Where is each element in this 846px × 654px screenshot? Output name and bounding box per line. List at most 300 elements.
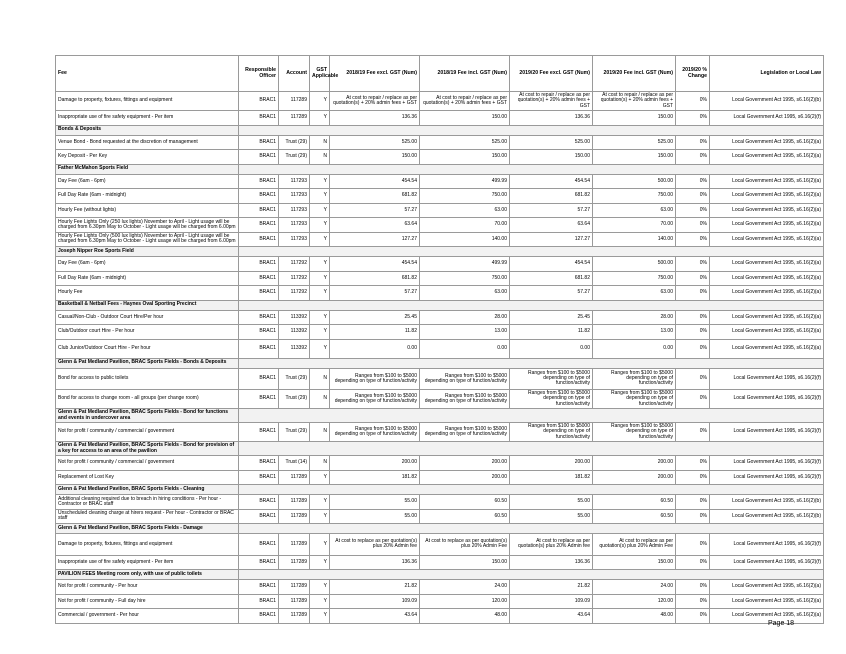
account: 113392 (279, 310, 310, 325)
table-row (56, 92, 824, 111)
fee-1920-excl: 454.54 (510, 174, 593, 189)
fee-1920-excl: 55.00 (510, 509, 593, 524)
fee-1920-excl: Ranges from $100 to $5000 depending on type of function/activity (510, 390, 593, 409)
account: 117289 (279, 92, 310, 111)
section-header-row (56, 570, 824, 580)
fee-1819-incl: 13.00 (420, 325, 510, 340)
fee-1819-incl: Ranges from $100 to $5000 depending on type of function/activity (420, 423, 510, 442)
section-spacer (239, 164, 824, 174)
fee-1819-incl: Ranges from $100 to $5000 depending on type of function/activity (420, 368, 510, 390)
fee-1819-excl: 43.64 (330, 609, 420, 624)
fee-1920-incl: 500.00 (593, 257, 676, 272)
responsible-officer: BRAC1 (239, 111, 279, 126)
percent-change: 0% (676, 470, 710, 485)
legislation: Local Government Act 1995, s6.16(2)(a) (710, 339, 824, 358)
fee-1819-excl: 11.82 (330, 325, 420, 340)
percent-change: 0% (676, 580, 710, 595)
table-row (56, 368, 824, 390)
legislation: Local Government Act 1995, s6.16(2)(a) (710, 271, 824, 286)
fee-1819-incl: At cost to replace as per quotation(s) plus 20% Admin Fee (420, 534, 510, 556)
percent-change: 0% (676, 325, 710, 340)
fee-1819-excl: Ranges from $100 to $5000 depending on type of function/activity (330, 423, 420, 442)
fee-1920-excl: 0.00 (510, 339, 593, 358)
table-row (56, 339, 824, 358)
percent-change: 0% (676, 111, 710, 126)
section-title: Father McMahon Sports Field (56, 164, 239, 174)
fee-1920-excl: 21.82 (510, 580, 593, 595)
responsible-officer: BRAC1 (239, 368, 279, 390)
fee-name: Venue Bond - Bond requested at the discretion of management (56, 135, 239, 150)
section-spacer (239, 300, 824, 310)
fee-1819-excl: 681.82 (330, 271, 420, 286)
gst-applicable: Y (310, 286, 330, 301)
section-spacer (239, 485, 824, 495)
responsible-officer: BRAC1 (239, 203, 279, 218)
fee-name: Unscheduled cleaning charge at hirers request - Per hour - Contractor or BRAC staff (56, 509, 239, 524)
fee-1920-incl: 60.50 (593, 509, 676, 524)
fee-1920-excl: 57.27 (510, 286, 593, 301)
fee-1920-incl: 0.00 (593, 339, 676, 358)
table-row (56, 310, 824, 325)
table-row (56, 325, 824, 340)
gst-applicable: N (310, 456, 330, 471)
fee-1819-excl: Ranges from $100 to $5000 depending on type of function/activity (330, 390, 420, 409)
fee-1819-incl: 150.00 (420, 150, 510, 165)
fee-1819-incl: At cost to repair / replace as per quotation(s) + 20% admin fees + GST (420, 92, 510, 111)
fee-1920-incl: 70.00 (593, 218, 676, 233)
fee-name: Commercial / government - Per hour (56, 609, 239, 624)
fee-1819-excl: 525.00 (330, 135, 420, 150)
fees-table (55, 55, 824, 624)
percent-change: 0% (676, 390, 710, 409)
legislation: Local Government Act 1995, s6.16(2)(b) (710, 92, 824, 111)
account: 117289 (279, 609, 310, 624)
account: Trust (29) (279, 135, 310, 150)
fee-name: Not for profit / community / commercial / government (56, 456, 239, 471)
table-row (56, 580, 824, 595)
account: 117289 (279, 470, 310, 485)
percent-change: 0% (676, 495, 710, 510)
header-gst: GST Applicable (310, 56, 330, 92)
fee-1920-incl: 63.00 (593, 203, 676, 218)
header-legislation: Legislation or Local Law (710, 56, 824, 92)
table-row (56, 232, 824, 247)
fee-1819-incl: 750.00 (420, 189, 510, 204)
account: 117289 (279, 594, 310, 609)
account: 117289 (279, 534, 310, 556)
fee-1819-excl: 0.00 (330, 339, 420, 358)
responsible-officer: BRAC1 (239, 609, 279, 624)
gst-applicable: Y (310, 594, 330, 609)
account: 117289 (279, 495, 310, 510)
legislation: Local Government Act 1995, s6.16(2)(f) (710, 423, 824, 442)
responsible-officer: BRAC1 (239, 456, 279, 471)
table-row (56, 390, 824, 409)
responsible-officer: BRAC1 (239, 594, 279, 609)
fee-1819-excl: 127.27 (330, 232, 420, 247)
fee-1920-excl: At cost to replace as per quotation(s) plus 20% Admin fee (510, 534, 593, 556)
header-1819-excl: 2018/19 Fee excl. GST (Num) (330, 56, 420, 92)
fee-name: Full Day Rate (6am - midnight) (56, 189, 239, 204)
section-header-row (56, 164, 824, 174)
fee-name: Not for profit / community / commercial / government (56, 423, 239, 442)
fee-1920-excl: At cost to repair / replace as per quotation(s) + 20% admin fees + GST (510, 92, 593, 111)
fee-1920-incl: Ranges from $100 to $5000 depending on type of function/activity (593, 368, 676, 390)
header-account: Account (279, 56, 310, 92)
fee-name: Hourly Fee (without lights) (56, 203, 239, 218)
percent-change: 0% (676, 286, 710, 301)
fee-1920-excl: 150.00 (510, 150, 593, 165)
responsible-officer: BRAC1 (239, 257, 279, 272)
fee-1920-excl: 109.09 (510, 594, 593, 609)
gst-applicable: N (310, 368, 330, 390)
percent-change: 0% (676, 189, 710, 204)
responsible-officer: BRAC1 (239, 580, 279, 595)
gst-applicable: Y (310, 218, 330, 233)
fee-name: Inappropriate use of fire safety equipment - Per item (56, 555, 239, 570)
responsible-officer: BRAC1 (239, 174, 279, 189)
legislation: Local Government Act 1995, s6.16(2)(f) (710, 390, 824, 409)
percent-change: 0% (676, 594, 710, 609)
fee-1920-incl: Ranges from $100 to $5000 depending on type of function/activity (593, 390, 676, 409)
fee-1920-incl: 150.00 (593, 150, 676, 165)
responsible-officer: BRAC1 (239, 495, 279, 510)
fee-1920-excl: Ranges from $100 to $5000 depending on type of function/activity (510, 368, 593, 390)
fee-name: Full Day Rate (6am - midnight) (56, 271, 239, 286)
fee-1920-incl: 28.00 (593, 310, 676, 325)
fee-1920-excl: 63.64 (510, 218, 593, 233)
fee-1920-excl: Ranges from $100 to $5000 depending on type of function/activity (510, 423, 593, 442)
table-row (56, 111, 824, 126)
section-spacer (239, 409, 824, 423)
legislation: Local Government Act 1995, s6.16(2)(a) (710, 286, 824, 301)
fee-1819-incl: 63.00 (420, 286, 510, 301)
fee-1920-excl: 181.82 (510, 470, 593, 485)
section-title: Joseph Nipper Roe Sports Field (56, 247, 239, 257)
fee-1920-excl: 55.00 (510, 495, 593, 510)
responsible-officer: BRAC1 (239, 555, 279, 570)
table-row (56, 423, 824, 442)
percent-change: 0% (676, 609, 710, 624)
legislation: Local Government Act 1995, s6.16(2)(f) (710, 470, 824, 485)
gst-applicable: Y (310, 203, 330, 218)
section-header-row (56, 358, 824, 368)
legislation: Local Government Act 1995, s6.16(2)(a) (710, 218, 824, 233)
gst-applicable: Y (310, 271, 330, 286)
header-1819-incl: 2018/19 Fee incl. GST (Num) (420, 56, 510, 92)
fee-1920-incl: At cost to repair / replace as per quotation(s) + 20% admin fees + GST (593, 92, 676, 111)
table-row (56, 174, 824, 189)
fee-1920-excl: 454.54 (510, 257, 593, 272)
gst-applicable: N (310, 150, 330, 165)
section-header-row (56, 409, 824, 423)
fee-1819-incl: 0.00 (420, 339, 510, 358)
fee-name: Bond for access to public toilets (56, 368, 239, 390)
table-row (56, 534, 824, 556)
table-row (56, 218, 824, 233)
fee-1819-excl: 150.00 (330, 150, 420, 165)
account: Trust (14) (279, 456, 310, 471)
legislation: Local Government Act 1995, s6.16(2)(f) (710, 456, 824, 471)
fee-name: Bond for access to change room - all groups (per change room) (56, 390, 239, 409)
fee-1819-incl: 499.99 (420, 174, 510, 189)
fee-1920-excl: 43.64 (510, 609, 593, 624)
fee-1819-incl: 750.00 (420, 271, 510, 286)
table-row (56, 509, 824, 524)
legislation: Local Government Act 1995, s6.16(2)(f) (710, 111, 824, 126)
fee-1819-excl: 55.00 (330, 509, 420, 524)
account: 117292 (279, 286, 310, 301)
page-number: Page 18 (768, 620, 795, 627)
fee-1920-excl: 525.00 (510, 135, 593, 150)
gst-applicable: Y (310, 470, 330, 485)
gst-applicable: Y (310, 580, 330, 595)
responsible-officer: BRAC1 (239, 135, 279, 150)
account: Trust (29) (279, 150, 310, 165)
percent-change: 0% (676, 310, 710, 325)
table-row (56, 456, 824, 471)
fee-1920-excl: 127.27 (510, 232, 593, 247)
responsible-officer: BRAC1 (239, 470, 279, 485)
fee-1920-excl: 681.82 (510, 189, 593, 204)
section-title: Glenn & Pat Medland Pavilion, BRAC Sports Fields - Damage (56, 524, 239, 534)
account: Trust (29) (279, 368, 310, 390)
percent-change: 0% (676, 509, 710, 524)
legislation: Local Government Act 1995, s6.16(2)(a) (710, 594, 824, 609)
fee-name: Day Fee (6am - 6pm) (56, 257, 239, 272)
fee-1920-incl: 200.00 (593, 456, 676, 471)
fee-1819-excl: 57.27 (330, 203, 420, 218)
fee-1819-excl: 181.82 (330, 470, 420, 485)
fee-1920-incl: 150.00 (593, 111, 676, 126)
table-row (56, 609, 824, 624)
fee-1920-incl: 13.00 (593, 325, 676, 340)
percent-change: 0% (676, 339, 710, 358)
fee-name: Inappropriate use of fire safety equipment - Per item (56, 111, 239, 126)
section-title: Bonds & Deposits (56, 125, 239, 135)
table-row (56, 555, 824, 570)
fee-1920-excl: 25.45 (510, 310, 593, 325)
percent-change: 0% (676, 534, 710, 556)
responsible-officer: BRAC1 (239, 286, 279, 301)
account: 117289 (279, 509, 310, 524)
fee-name: Additional cleaning required due to breach in hiring conditions - Per hour - Contractor or BRAC staff (56, 495, 239, 510)
section-title: Glenn & Pat Medland Pavilion, BRAC Sports Fields - Bond for functions and events in undercover area (56, 409, 239, 423)
gst-applicable: Y (310, 339, 330, 358)
responsible-officer: BRAC1 (239, 92, 279, 111)
fee-1920-incl: At cost to replace as per quotation(s) plus 20% Admin Fee (593, 534, 676, 556)
gst-applicable: N (310, 135, 330, 150)
fee-1920-incl: 63.00 (593, 286, 676, 301)
percent-change: 0% (676, 555, 710, 570)
fee-1819-excl: Ranges from $100 to $5000 depending on type of function/activity (330, 368, 420, 390)
fee-1819-excl: 136.36 (330, 555, 420, 570)
responsible-officer: BRAC1 (239, 509, 279, 524)
percent-change: 0% (676, 150, 710, 165)
fee-1819-excl: 21.82 (330, 580, 420, 595)
responsible-officer: BRAC1 (239, 150, 279, 165)
gst-applicable: Y (310, 92, 330, 111)
fee-name: Replacement of Lost Key (56, 470, 239, 485)
fee-1819-excl: 454.54 (330, 174, 420, 189)
legislation: Local Government Act 1995, s6.16(2)(f) (710, 534, 824, 556)
fee-1819-incl: 200.00 (420, 456, 510, 471)
legislation: Local Government Act 1995, s6.16(2)(b) (710, 495, 824, 510)
fee-1819-excl: 55.00 (330, 495, 420, 510)
fee-1819-incl: 499.99 (420, 257, 510, 272)
legislation: Local Government Act 1995, s6.16(2)(f) (710, 368, 824, 390)
responsible-officer: BRAC1 (239, 232, 279, 247)
section-spacer (239, 570, 824, 580)
responsible-officer: BRAC1 (239, 310, 279, 325)
gst-applicable: N (310, 423, 330, 442)
fee-1819-excl: 136.36 (330, 111, 420, 126)
fee-1819-incl: 70.00 (420, 218, 510, 233)
legislation: Local Government Act 1995, s6.16(2)(a) (710, 580, 824, 595)
legislation: Local Government Act 1995, s6.16(2)(a) (710, 150, 824, 165)
fee-name: Casual/Non-Club - Outdoor Court Hire/Per hour (56, 310, 239, 325)
table-row (56, 271, 824, 286)
percent-change: 0% (676, 257, 710, 272)
fee-name: Key Deposit - Per Key (56, 150, 239, 165)
fee-1819-incl: 150.00 (420, 111, 510, 126)
table-row (56, 203, 824, 218)
fee-1819-incl: 525.00 (420, 135, 510, 150)
fee-1819-excl: 25.45 (330, 310, 420, 325)
legislation: Local Government Act 1995, s6.16(2)(a) (710, 257, 824, 272)
fee-1920-excl: 200.00 (510, 456, 593, 471)
responsible-officer: BRAC1 (239, 534, 279, 556)
fee-1920-incl: 150.00 (593, 555, 676, 570)
account: Trust (29) (279, 423, 310, 442)
fee-name: Day Fee (6am - 6pm) (56, 174, 239, 189)
responsible-officer: BRAC1 (239, 390, 279, 409)
fee-1819-incl: 150.00 (420, 555, 510, 570)
header-row (56, 56, 824, 92)
gst-applicable: Y (310, 111, 330, 126)
fee-1920-incl: 48.00 (593, 609, 676, 624)
fee-1920-incl: 750.00 (593, 271, 676, 286)
section-spacer (239, 442, 824, 456)
fee-name: Damage to property, fixtures, fittings and equipment (56, 534, 239, 556)
fee-1819-excl: 200.00 (330, 456, 420, 471)
gst-applicable: Y (310, 310, 330, 325)
header-fee: Fee (56, 56, 239, 92)
gst-applicable: Y (310, 495, 330, 510)
section-spacer (239, 125, 824, 135)
fee-1920-incl: 500.00 (593, 174, 676, 189)
percent-change: 0% (676, 423, 710, 442)
section-header-row (56, 247, 824, 257)
fee-name: Hourly Fee Lights Only (250 lux lights) November to April - Light usage will be charged from 6.30pm May to October - Light usage will be charged from 6.00pm (56, 218, 239, 233)
legislation: Local Government Act 1995, s6.16(2)(a) (710, 189, 824, 204)
account: 117292 (279, 271, 310, 286)
percent-change: 0% (676, 456, 710, 471)
gst-applicable: Y (310, 257, 330, 272)
fee-1819-incl: 48.00 (420, 609, 510, 624)
section-title: Glenn & Pat Medland Pavilion, BRAC Sports Fields - Bond for provision of a key for access to an area of the pavilion (56, 442, 239, 456)
fee-1819-incl: 120.00 (420, 594, 510, 609)
percent-change: 0% (676, 92, 710, 111)
account: 117289 (279, 555, 310, 570)
legislation: Local Government Act 1995, s6.16(2)(f) (710, 555, 824, 570)
responsible-officer: BRAC1 (239, 325, 279, 340)
legislation: Local Government Act 1995, s6.16(2)(b) (710, 509, 824, 524)
fee-1819-incl: Ranges from $100 to $5000 depending on type of function/activity (420, 390, 510, 409)
table-row (56, 594, 824, 609)
percent-change: 0% (676, 174, 710, 189)
account: 117289 (279, 111, 310, 126)
fee-1819-incl: 60.50 (420, 509, 510, 524)
table-row (56, 150, 824, 165)
table-row (56, 189, 824, 204)
fee-1920-excl: 681.82 (510, 271, 593, 286)
account: 117293 (279, 232, 310, 247)
percent-change: 0% (676, 203, 710, 218)
fee-1819-incl: 24.00 (420, 580, 510, 595)
section-title: Glenn & Pat Medland Pavilion, BRAC Sports Fields - Bonds & Deposits (56, 358, 239, 368)
account: 117293 (279, 218, 310, 233)
legislation: Local Government Act 1995, s6.16(2)(a) (710, 135, 824, 150)
percent-change: 0% (676, 232, 710, 247)
gst-applicable: Y (310, 189, 330, 204)
fee-name: Club Junior/Outdoor Court Hire - Per hour (56, 339, 239, 358)
legislation: Local Government Act 1995, s6.16(2)(a) (710, 609, 824, 624)
section-title: Glenn & Pat Medland Pavilion, BRAC Sports Fields - Cleaning (56, 485, 239, 495)
account: 113392 (279, 325, 310, 340)
fee-1819-excl: 57.27 (330, 286, 420, 301)
responsible-officer: BRAC1 (239, 218, 279, 233)
fee-1920-excl: 136.36 (510, 555, 593, 570)
percent-change: 0% (676, 368, 710, 390)
fee-1819-excl: 454.54 (330, 257, 420, 272)
account: 117289 (279, 580, 310, 595)
fee-1819-excl: 681.82 (330, 189, 420, 204)
fee-name: Damage to property, fixtures, fittings and equipment (56, 92, 239, 111)
percent-change: 0% (676, 271, 710, 286)
fee-1920-incl: Ranges from $100 to $5000 depending on type of function/activity (593, 423, 676, 442)
header-1920-excl: 2019/20 Fee excl. GST (Num) (510, 56, 593, 92)
gst-applicable: Y (310, 232, 330, 247)
gst-applicable: Y (310, 534, 330, 556)
section-header-row (56, 485, 824, 495)
account: Trust (29) (279, 390, 310, 409)
section-header-row (56, 524, 824, 534)
section-spacer (239, 358, 824, 368)
gst-applicable: Y (310, 174, 330, 189)
section-header-row (56, 125, 824, 135)
fee-1819-excl: 109.09 (330, 594, 420, 609)
account: 117292 (279, 257, 310, 272)
legislation: Local Government Act 1995, s6.16(2)(a) (710, 325, 824, 340)
header-change: 2019/20 % Change (676, 56, 710, 92)
fee-body (56, 92, 824, 624)
responsible-officer: BRAC1 (239, 189, 279, 204)
gst-applicable: Y (310, 509, 330, 524)
fee-name: Not for profit / community - Per hour (56, 580, 239, 595)
legislation: Local Government Act 1995, s6.16(2)(a) (710, 310, 824, 325)
account: 117293 (279, 203, 310, 218)
fee-1920-excl: 136.36 (510, 111, 593, 126)
fee-1819-incl: 60.50 (420, 495, 510, 510)
header-officer: Responsible Officer (239, 56, 279, 92)
legislation: Local Government Act 1995, s6.16(2)(a) (710, 232, 824, 247)
section-header-row (56, 300, 824, 310)
responsible-officer: BRAC1 (239, 271, 279, 286)
fee-1920-incl: 525.00 (593, 135, 676, 150)
fee-name: Not for profit / community - Full day hire (56, 594, 239, 609)
fee-name: Club/Outdoor court Hire - Per hour (56, 325, 239, 340)
